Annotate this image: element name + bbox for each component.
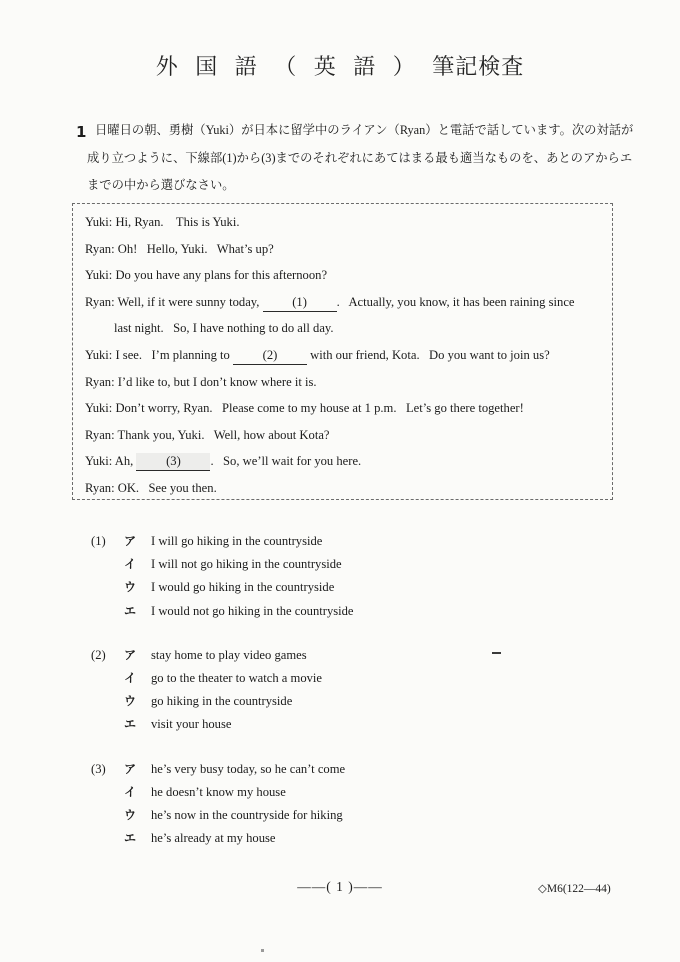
option-text: go hiking in the countryside <box>151 694 293 709</box>
option-kana: イ <box>124 784 137 799</box>
option-kana: ア <box>124 761 137 776</box>
dialogue-line <box>85 236 606 263</box>
question-instructions <box>87 117 634 200</box>
option-label-spacer <box>91 713 124 736</box>
speaker-label: Yuki: <box>85 268 113 283</box>
dialogue-text: Do you have any plans for this afternoon? <box>112 268 328 283</box>
option-text: I would go hiking in the countryside <box>151 580 335 595</box>
option-row <box>91 758 571 781</box>
dialogue-text: OK. See you then. <box>114 480 217 495</box>
page-title: 外 国 語 （ 英 語 ） 筆記検査 <box>155 54 525 79</box>
page-number: ——( 1 )—— <box>297 879 383 894</box>
option-label-spacer <box>91 576 124 599</box>
option-row <box>91 827 571 850</box>
option-kana: イ <box>124 557 137 572</box>
instruction-line-3: までの中から選びなさい。 <box>87 178 235 192</box>
option-group-label: (1) <box>91 534 106 548</box>
dialogue-text: Ah, <box>112 454 137 469</box>
option-row <box>91 690 571 713</box>
speaker-label: Ryan: <box>85 480 115 495</box>
dialogue-line <box>85 289 606 316</box>
option-row <box>91 804 571 827</box>
dialogue-text: Oh! Hello, Yuki. What’s up? <box>114 241 274 256</box>
option-group-1 <box>91 530 571 623</box>
dialogue-line <box>85 342 606 369</box>
option-row <box>91 553 571 576</box>
dialogue-text: Hi, Ryan. This is Yuki. <box>112 215 240 229</box>
dialogue-text: last night. So, I have nothing to do all day. <box>114 321 334 336</box>
option-text: I will not go hiking in the countryside <box>151 557 342 572</box>
option-label-spacer <box>91 804 124 827</box>
answer-options <box>91 530 571 871</box>
option-text: stay home to play video games <box>151 647 307 662</box>
answer-blank-1: (1) <box>263 294 337 312</box>
speaker-label: Ryan: <box>85 241 115 256</box>
dialogue-text: . Actually, you know, it has been raining since <box>336 294 575 309</box>
option-text: he’s already at my house <box>151 831 276 846</box>
option-text: I will go hiking in the countryside <box>151 534 323 548</box>
answer-blank-3: (3) <box>136 453 210 471</box>
dialogue-line <box>85 448 606 475</box>
dialogue-text: . So, we’ll wait for you here. <box>210 454 362 469</box>
option-text: go to the theater to watch a movie <box>151 670 323 685</box>
dialogue-line <box>85 475 606 502</box>
option-label-spacer <box>91 827 124 850</box>
option-group-3 <box>91 758 571 851</box>
option-text: he’s now in the countryside for hiking <box>151 807 343 822</box>
dialogue-line <box>85 262 606 289</box>
option-group-2 <box>91 644 571 737</box>
option-kana: ウ <box>124 807 137 822</box>
question-number: 1 <box>76 123 87 141</box>
dialogue-box <box>72 203 613 500</box>
dialogue-line <box>85 422 606 449</box>
option-text: visit your house <box>151 717 232 732</box>
dialogue-line-continuation <box>85 315 606 342</box>
option-group-label: (2) <box>91 647 106 662</box>
option-kana: ウ <box>124 694 137 709</box>
option-row <box>91 781 571 804</box>
option-label-spacer <box>91 667 124 690</box>
dialogue-text: I see. I’m planning to <box>112 347 233 362</box>
dialogue-text: Don’t worry, Ryan. Please come to my house at 1 p.m. Let’s go there together! <box>112 401 524 416</box>
option-label-spacer <box>91 781 124 804</box>
option-group-label: (3) <box>91 761 106 776</box>
dialogue-text: Thank you, Yuki. Well, how about Kota? <box>114 427 330 442</box>
document-code: ◇M6(122—44) <box>538 883 611 895</box>
speaker-label: Yuki: <box>85 401 113 416</box>
option-kana: ア <box>124 534 137 548</box>
option-kana: エ <box>124 603 137 618</box>
question-intro <box>72 117 634 200</box>
option-kana: イ <box>124 670 137 685</box>
option-row <box>91 713 571 736</box>
answer-blank-2: (2) <box>233 347 307 365</box>
speaker-label: Ryan: <box>85 374 115 389</box>
dialogue-line <box>85 209 606 236</box>
scan-artifact-speck <box>261 949 264 952</box>
speaker-label: Yuki: <box>85 215 113 229</box>
dialogue-line <box>85 369 606 396</box>
dialogue-text: Well, if it were sunny today, <box>114 294 263 309</box>
option-row <box>91 644 571 667</box>
speaker-label: Ryan: <box>85 427 115 442</box>
option-kana: エ <box>124 717 137 732</box>
dialogue-text: with our friend, Kota. Do you want to join us? <box>306 347 550 362</box>
option-kana: エ <box>124 831 137 846</box>
option-label-spacer <box>91 600 124 623</box>
scan-artifact-dash <box>492 652 501 654</box>
option-text: I would not go hiking in the countryside <box>151 603 354 618</box>
speaker-label: Yuki: <box>85 454 113 469</box>
dialogue-line <box>85 395 606 422</box>
option-kana: ウ <box>124 580 137 595</box>
option-row <box>91 600 571 623</box>
speaker-label: Ryan: <box>85 294 115 309</box>
option-text: he’s very busy today, so he can’t come <box>151 761 346 776</box>
option-row <box>91 667 571 690</box>
option-label-spacer <box>91 553 124 576</box>
option-row <box>91 576 571 599</box>
option-row <box>91 530 571 553</box>
option-kana: ア <box>124 647 137 662</box>
dialogue-text: I’d like to, but I don’t know where it is. <box>114 374 317 389</box>
option-label-spacer <box>91 690 124 713</box>
instruction-line-2: 成り立つように、下線部(1)から(3)までのそれぞれにあてはまる最も適当なものを、あとのアからエ <box>87 150 633 165</box>
option-text: he doesn’t know my house <box>151 784 286 799</box>
instruction-line-1: 日曜日の朝、勇樹（Yuki）が日本に留学中のライアン（Ryan）と電話で話しています。次の対話が <box>95 123 634 137</box>
speaker-label: Yuki: <box>85 347 113 362</box>
